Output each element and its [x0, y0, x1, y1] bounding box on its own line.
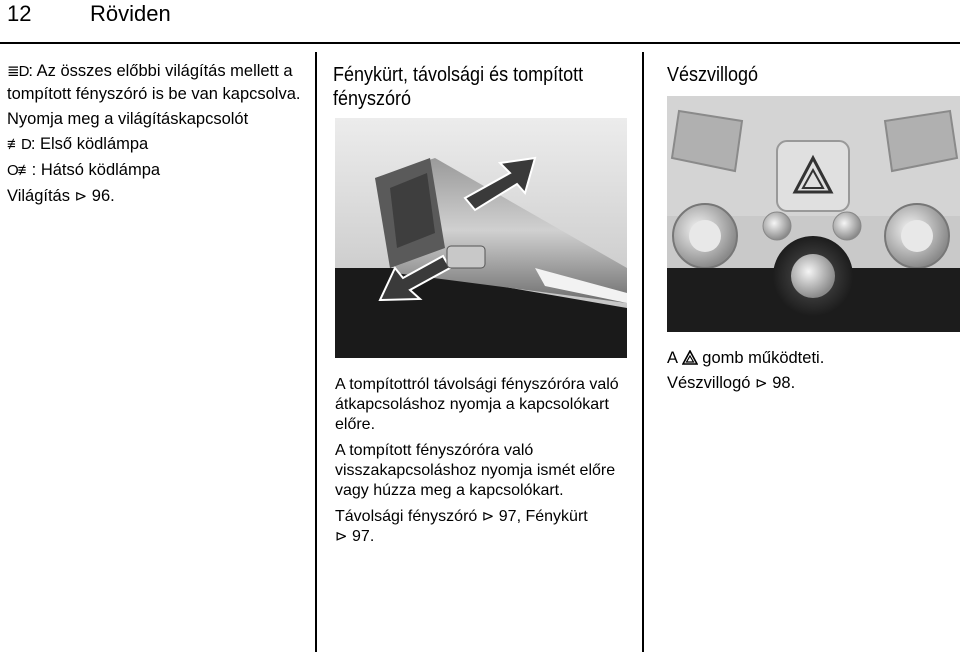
- front-fog-lamp-icon: ≢D: [7, 136, 31, 153]
- hazard-instruction: A gomb működteti.: [667, 349, 825, 367]
- lighting-item-rear-fog: O≢: Hátsó ködlámpa: [7, 161, 161, 179]
- headlights-reference[interactable]: Távolsági fényszóró ⊳ 97, Fénykürt ⊳ 97.: [335, 508, 588, 545]
- column-divider-2: [642, 52, 644, 652]
- ref-arrow-icon: ⊳: [74, 188, 88, 205]
- section-title: Röviden: [90, 1, 171, 26]
- paragraph-low-beam: A tompított fényszóróra való visszakapcsoláshoz nyomja ismét előre vagy húzza meg a kapcsolókart.: [335, 442, 616, 499]
- lighting-reference[interactable]: Világítás ⊳ 96.: [7, 187, 115, 205]
- paragraph-high-beam: A tompítottról távolsági fényszóróra való átkapcsoláshoz nyomja a kapcsolókart előre.: [335, 376, 619, 433]
- lighting-item-low-beam: ≣D: Az összes előbbi világítás mellett a tompított fényszóró is be van kapcsolva.: [7, 62, 301, 103]
- column-1: [7, 60, 307, 211]
- low-beam-icon: ≣D: [7, 63, 29, 80]
- figure-hazard-button: [667, 96, 960, 332]
- column-divider-1: [315, 52, 317, 652]
- hazard-reference[interactable]: Vészvillogó ⊳ 98.: [667, 374, 796, 392]
- section-heading-headlights: Fénykürt, távolsági és tompított fényszóró: [333, 64, 584, 110]
- lighting-item-instruction: Nyomja meg a világításkapcsolót: [7, 110, 249, 128]
- lighting-item-front-fog: ≢D: Első ködlámpa: [7, 135, 149, 153]
- column-3-text: [667, 347, 957, 398]
- hazard-triangle-icon: [682, 350, 698, 365]
- page-number: 12: [7, 1, 32, 26]
- figure-headlight-stalk: [335, 118, 627, 358]
- ref-arrow-icon: ⊳: [335, 528, 348, 545]
- ref-arrow-icon: ⊳: [755, 375, 768, 392]
- section-heading-hazard: Vészvillogó: [667, 64, 759, 86]
- page-header: [0, 0, 960, 44]
- column-2-text: [335, 375, 635, 553]
- ref-arrow-icon: ⊳: [481, 508, 495, 525]
- header-rule: [0, 42, 960, 44]
- rear-fog-lamp-icon: O≢: [7, 162, 32, 179]
